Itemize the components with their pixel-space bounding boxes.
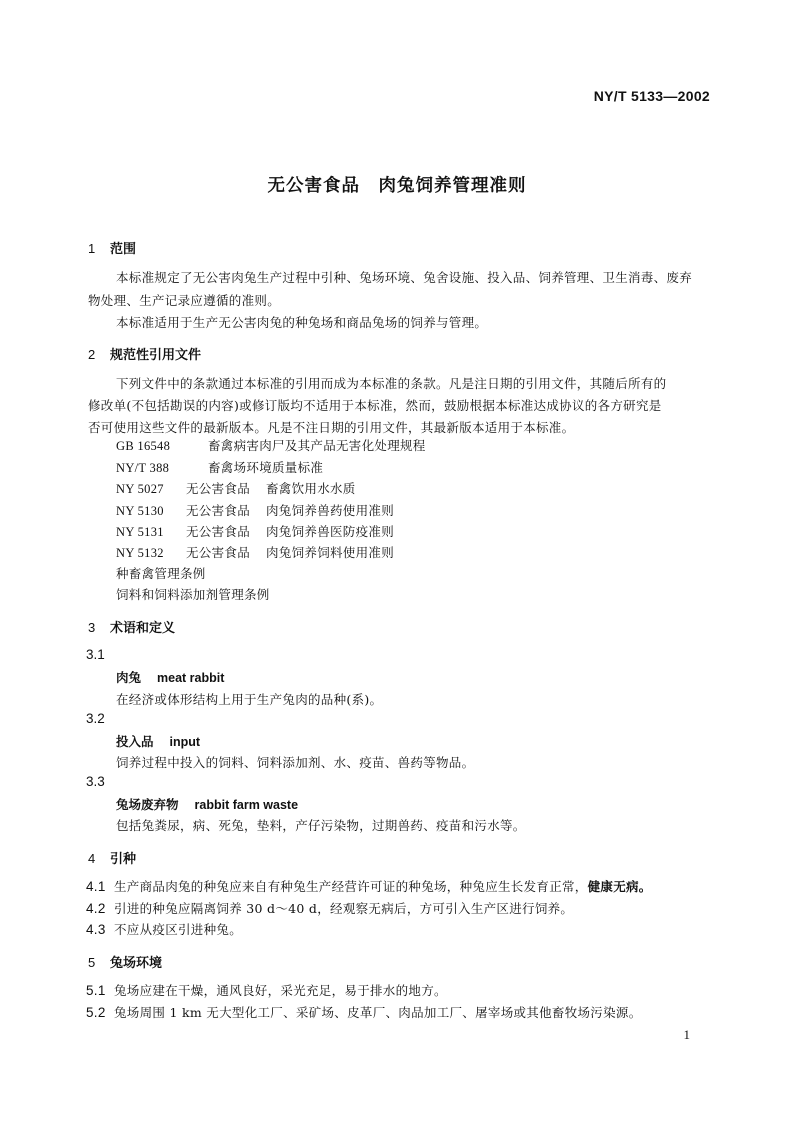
clause-text: 不应从疫区引进种兔。 [114,922,243,937]
clause-number: 4.3 [86,922,106,937]
scope-paragraph-2: 本标准适用于生产无公害肉兔的种兔场和商品兔场的饲养与管理。 [116,315,488,330]
term-name [116,732,200,750]
clause-5-2 [86,1003,642,1021]
section-5-heading [88,952,162,971]
section-title: 兔场环境 [110,956,163,971]
reference-standard: NY 5027 [116,482,164,496]
section-number: 1 [88,241,96,256]
section-1-heading [88,238,136,257]
clause-text: 生产商品肉兔的种兔应来自有种兔生产经营许可证的种兔场，种兔应生长发育正常， [114,879,588,894]
clause-text-emphasis: 健康无病。 [587,879,652,894]
term-chinese: 投入品 [116,734,154,749]
reference-title: 畜禽饮用水水质 [266,481,356,496]
references-intro-line-3: 否可使用这些文件的最新版本。凡是不注日期的引用文件，其最新版本适用于本标准。 [88,420,575,435]
reference-item [116,458,323,476]
clause-4-1 [86,877,652,895]
reference-title: 肉兔饲养兽医防疫准则 [266,524,395,539]
clause-text: 兔场应建在干燥，通风良好，采光充足，易于排水的地方。 [114,983,447,998]
clause-5-1 [86,981,447,999]
term-number: 3.2 [86,711,105,726]
clause-number: 4.1 [86,879,106,894]
reference-title: 肉兔饲养兽药使用准则 [266,503,395,518]
reference-title: 畜禽病害肉尸及其产品无害化处理规程 [208,438,426,453]
term-number: 3.3 [86,774,105,789]
references-intro-line-2: 修改单(不包括勘误的内容)或修订版均不适用于本标准，然而，鼓励根据本标准达成协议的各方研究是 [88,398,662,413]
reference-category: 无公害食品 [186,481,251,496]
section-4-heading [88,848,136,867]
clause-number: 5.1 [86,983,106,998]
term-definition: 包括兔粪尿，病、死兔，垫料，产仔污染物，过期兽药、疫苗和污水等。 [116,818,526,833]
references-intro-line-1: 下列文件中的条款通过本标准的引用而成为本标准的条款。凡是注日期的引用文件，其随后所有的 [116,376,667,391]
reference-item [116,501,394,519]
reference-category: 无公害食品 [186,545,251,560]
term-definition: 饲养过程中投入的饲料、饲料添加剂、水、疫苗、兽药等物品。 [116,755,475,770]
term-english: input [169,735,201,749]
reference-category: 无公害食品 [186,524,251,539]
term-name [116,668,224,686]
clause-text: 兔场周围 1 km 无大型化工厂、采矿场、皮革厂、肉品加工厂、屠宰场或其他畜牧场污染源。 [114,1005,642,1020]
clause-4-2 [86,899,573,917]
reference-standard: GB 16548 [116,439,171,453]
document-title: 无公害食品 肉兔饲养管理准则 [267,176,527,196]
clause-number: 5.2 [86,1005,106,1020]
term-chinese: 兔场废弃物 [116,797,179,812]
section-2-heading [88,344,201,363]
reference-standard: NY 5131 [116,525,164,539]
reference-item: 饲料和饲料添加剂管理条例 [116,587,270,602]
reference-title: 畜禽场环境质量标准 [208,460,324,475]
section-title: 术语和定义 [110,621,176,636]
section-number: 3 [88,620,96,635]
reference-item [116,479,356,497]
reference-item [116,543,394,561]
reference-standard: NY 5130 [116,504,164,518]
term-definition: 在经济或体形结构上用于生产兔肉的品种(系)。 [116,692,383,707]
clause-text: 引进的种兔应隔离饲养 30 d～40 d，经观察无病后，方可引入生产区进行饲养。 [114,901,574,916]
reference-title: 肉兔饲养饲料使用准则 [266,545,395,560]
reference-category: 无公害食品 [186,503,251,518]
section-title: 范围 [110,242,137,257]
clause-number: 4.2 [86,901,106,916]
section-number: 4 [88,851,96,866]
reference-item: 种畜禽管理条例 [116,566,206,581]
section-number: 5 [88,955,96,970]
section-number: 2 [88,347,96,362]
term-english: meat rabbit [157,671,225,685]
reference-item [116,436,426,454]
scope-paragraph-line-1: 本标准规定了无公害肉兔生产过程中引种、兔场环境、兔舍设施、投入品、饲养管理、卫生消毒、废弃 [116,270,693,285]
reference-standard: NY 5132 [116,546,164,560]
section-title: 规范性引用文件 [110,348,202,363]
standard-code: NY/T 5133—2002 [593,88,710,104]
term-number: 3.1 [86,647,105,662]
reference-standard: NY/T 388 [116,461,170,475]
clause-4-3 [86,920,242,938]
section-3-heading [88,617,175,636]
section-title: 引种 [110,852,137,867]
reference-item [116,522,394,540]
page-number: 1 [683,1027,690,1042]
term-english: rabbit farm waste [194,798,299,812]
scope-paragraph-line-2: 物处理、生产记录应遵循的准则。 [88,293,281,308]
term-chinese: 肉兔 [116,670,142,685]
term-name [116,795,298,813]
